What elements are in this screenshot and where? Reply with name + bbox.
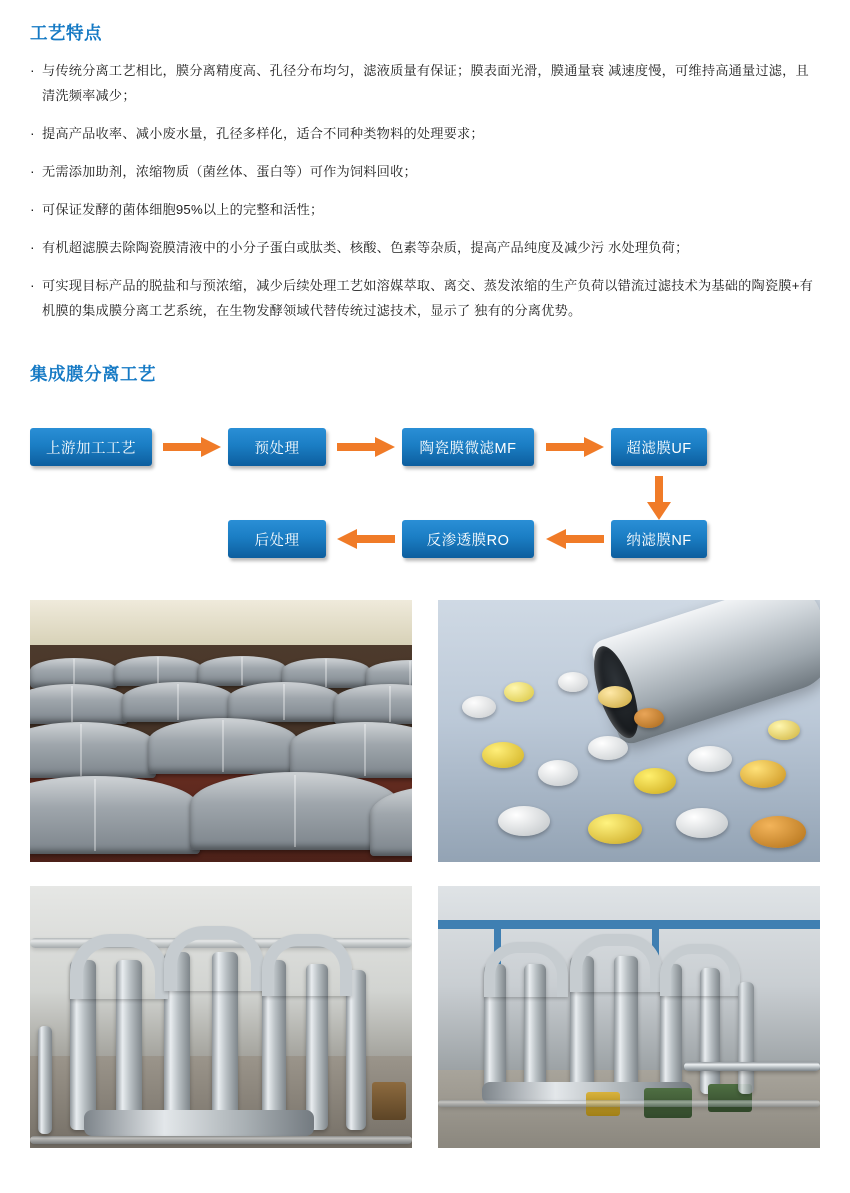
pill — [740, 760, 786, 788]
features-list — [30, 58, 820, 323]
pill — [634, 708, 664, 728]
pill — [558, 672, 588, 692]
flow-node-post[interactable]: 后处理 — [228, 520, 326, 558]
tank-cone — [148, 718, 298, 774]
arrow-5-icon — [546, 529, 604, 549]
arrow-2-icon — [337, 437, 395, 457]
flow-section-title: 集成膜分离工艺 — [30, 364, 156, 384]
pill — [588, 814, 642, 844]
pill — [482, 742, 524, 768]
pill — [634, 768, 676, 794]
arrow-3-icon — [546, 437, 604, 457]
flow-node-ceramic-mf[interactable]: 陶瓷膜微滤MF — [402, 428, 534, 466]
pipe-elbow — [484, 942, 568, 997]
horizontal-vessel — [84, 1110, 314, 1136]
flow-node-nf[interactable]: 纳滤膜NF — [611, 520, 707, 558]
photo-pills-bottle — [438, 600, 820, 862]
pill — [462, 696, 496, 718]
arrow-4-icon — [647, 476, 671, 520]
features-section-title: 工艺特点 — [30, 23, 102, 43]
pill — [498, 806, 550, 836]
tank-cone — [30, 776, 200, 854]
vertical-pipe — [38, 1026, 52, 1134]
floor-pipe — [30, 1136, 412, 1144]
tank-cone — [30, 684, 128, 724]
pipe-elbow — [660, 944, 740, 996]
pill — [676, 808, 728, 838]
overhead-beam — [438, 920, 820, 929]
list-item: · 与传统分离工艺相比，膜分离精度高、孔径分布均匀，滤液质量有保证；膜表面光滑，膜通量衰 减速度慢，可维持高通量过滤，且清洗频率减少； — [30, 58, 820, 108]
photo-fermentation-tanks — [30, 600, 412, 862]
list-item: · 有机超滤膜去除陶瓷膜清液中的小分子蛋白或肽类、核酸、色素等杂质，提高产品纯度及减少污 水处理负荷； — [30, 235, 820, 260]
pipe-elbow — [570, 934, 662, 992]
pipe-elbow — [70, 934, 168, 999]
flow-node-uf[interactable]: 超滤膜UF — [611, 428, 707, 466]
pill — [598, 686, 632, 708]
sky-band — [30, 600, 412, 645]
photo-stainless-pipework — [30, 886, 412, 1148]
flow-node-pretreatment[interactable]: 预处理 — [228, 428, 326, 466]
pill — [768, 720, 800, 740]
pill — [504, 682, 534, 702]
integrated-membrane-flow-diagram — [30, 410, 820, 560]
tank-cone — [228, 682, 340, 722]
pill — [538, 760, 578, 786]
tank-cone — [290, 722, 412, 778]
photo-plant-interior — [438, 886, 820, 1148]
list-item: · 提高产品收率、减小废水量，孔径多样化，适合不同种类物料的处理要求； — [30, 121, 820, 146]
horizontal-pipe — [684, 1062, 820, 1071]
tank-cone — [334, 684, 412, 724]
tank-cone — [190, 772, 400, 850]
tank-cone — [122, 682, 234, 722]
flow-node-upstream[interactable]: 上游加工工艺 — [30, 428, 152, 466]
pill — [688, 746, 732, 772]
list-item: · 可保证发酵的菌体细胞95%以上的完整和活性； — [30, 197, 820, 222]
arrow-6-icon — [337, 529, 395, 549]
flow-node-ro[interactable]: 反渗透膜RO — [402, 520, 534, 558]
tank-cone — [30, 722, 156, 778]
pill — [588, 736, 628, 760]
equipment-box — [372, 1082, 406, 1120]
vertical-pipe — [738, 982, 754, 1094]
pipe-elbow — [164, 926, 264, 991]
arrow-1-icon — [163, 437, 221, 457]
photo-gallery — [30, 600, 820, 1148]
list-item: · 无需添加助剂，浓缩物质（菌丝体、蛋白等）可作为饲料回收； — [30, 159, 820, 184]
floor-pipe — [438, 1100, 820, 1107]
pipe-elbow — [262, 934, 352, 996]
pill — [750, 816, 806, 848]
list-item: · 可实现目标产品的脱盐和与预浓缩，减少后续处理工艺如溶媒萃取、离交、蒸发浓缩的生产负荷以错流过滤技术为基础的陶瓷膜+有机膜的集成膜分离工艺系统，在生物发酵领域代替传统过滤技术，显示了 独有的分离优势。 — [30, 273, 820, 323]
